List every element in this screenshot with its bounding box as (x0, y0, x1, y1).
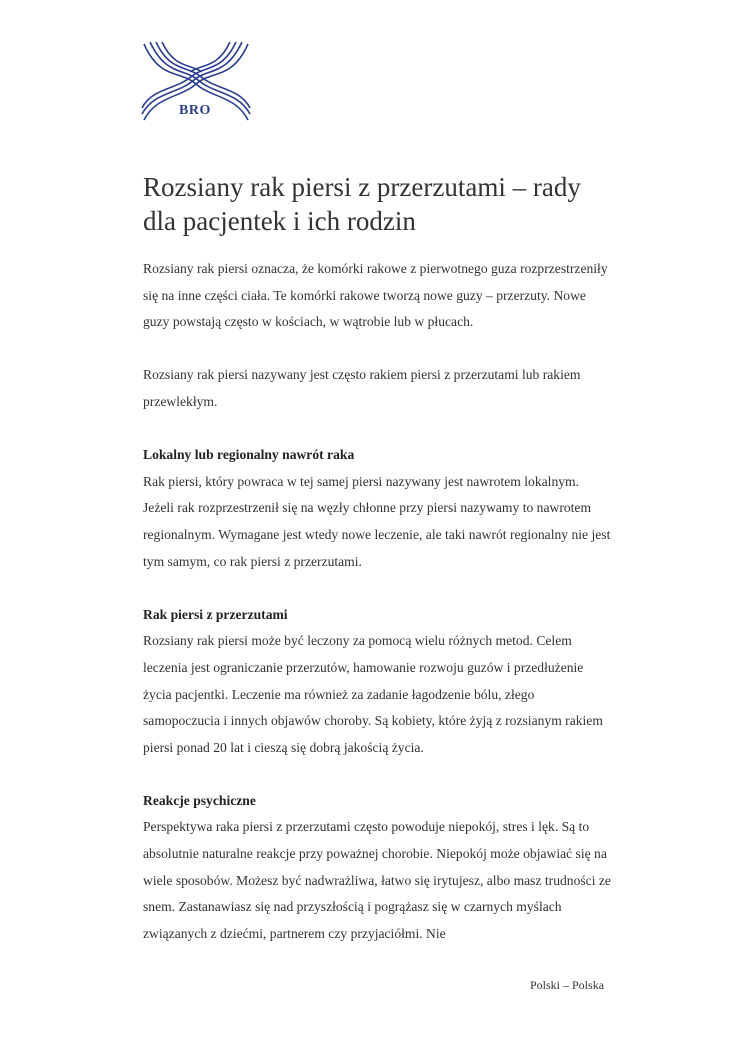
intro-paragraph: Rozsiany rak piersi oznacza, że komórki rakowe z pierwotnego guza rozprzestrzeniły się na inne części ciała. Te komórki rakowe tworzą nowe guzy – przerzuty. Nowe guzy powstają często w kościach, w wątrobie lub w płucach. (143, 261, 608, 330)
section-paragraph: Rak piersi, który powraca w tej samej piersi nazywany jest nawrotem lokalnym. Jeżeli rak rozprzestrzenił się na węzły chłonne przy piersi nazywamy to nawrotem regionalnym. Wymagane jest wtedy nowe leczenie, ale taki nawrót regionalny nie jest tym samym, co rak piersi z przerzutami. (143, 473, 611, 569)
logo-text: BRO (179, 103, 211, 118)
section-paragraph: Perspektywa raka piersi z przerzutami często powoduje niepokój, stres i lęk. Są to absolutnie naturalne reakcje przy poważnej chorobie. Niepokój może objawiać się na wiele sposobów. Możesz być nadwrażliwa, łatwo się irytujesz, albo masz trudności ze snem. Zastanawiasz się nad przyszłością i pogrążasz się w czarnych myślach związanych z dziećmi, partnerem czy przyjaciółmi. Nie (143, 819, 611, 941)
section-heading: Rak piersi z przerzutami (143, 606, 288, 622)
document-body (143, 256, 613, 974)
page-title: Rozsiany rak piersi z przerzutami – rady dla pacjentek i ich rodzin (143, 172, 581, 236)
footer-language: Polski – Polska (530, 978, 605, 992)
section-heading: Lokalny lub regionalny nawrót raka (143, 447, 355, 463)
section-paragraph: Rozsiany rak piersi może być leczony za pomocą wielu różnych metod. Celem leczenia jest ograniczanie przerzutów, hamowanie rozwoju guzów i przedłużenie życia pacjentki. Leczenie ma również za zadanie łagodzenie bólu, złego samopoczucia i innych objawów choroby. Są kobiety, które żyją z rozsianym rakiem piersi ponad 20 lat i cieszą się dobrą jakością życia. (143, 633, 603, 755)
intro-paragraph: Rozsiany rak piersi nazywany jest często rakiem piersi z przerzutami lub rakiem przewlekłym. (143, 367, 581, 409)
section-heading: Reakcje psychiczne (143, 792, 256, 808)
